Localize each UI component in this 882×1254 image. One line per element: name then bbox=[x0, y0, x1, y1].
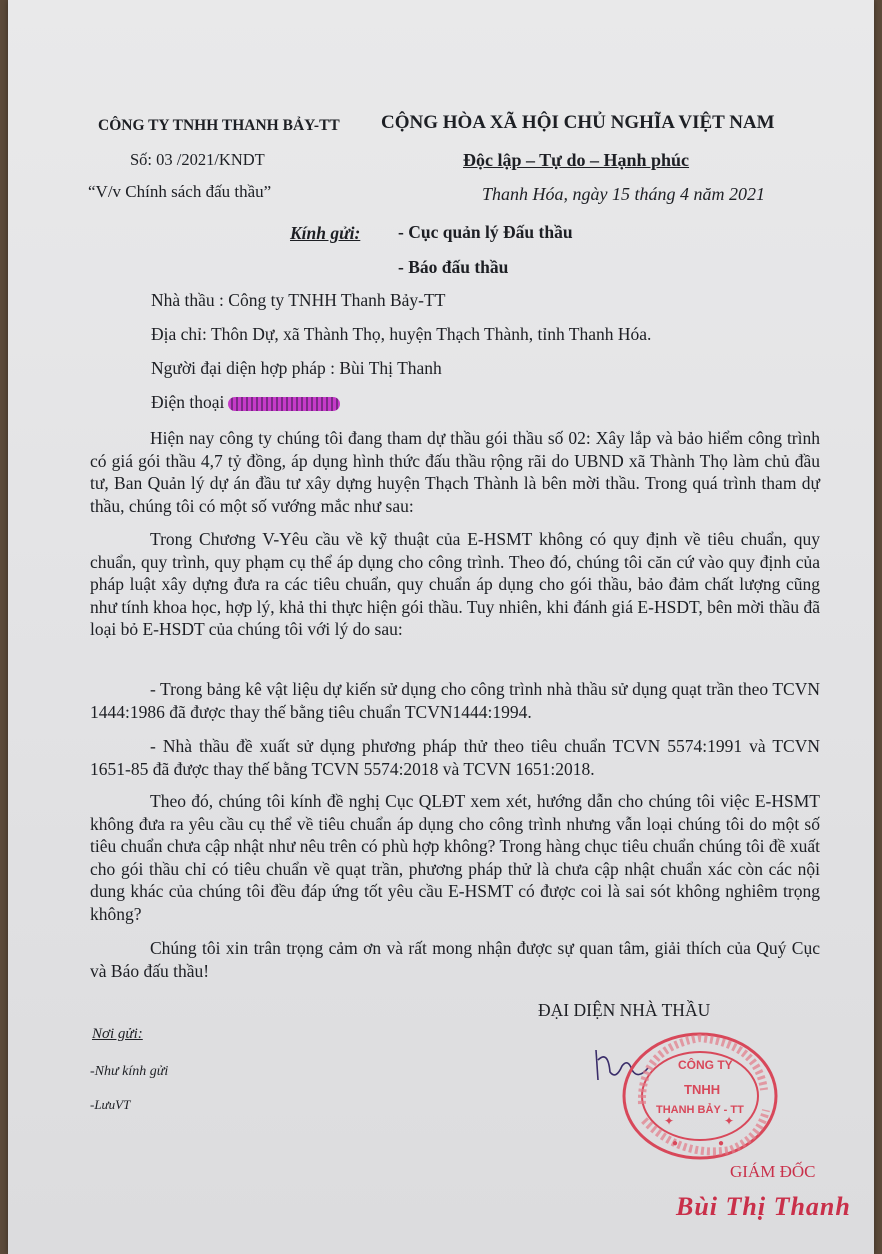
republic-title: CỘNG HÒA XÃ HỘI CHỦ NGHĨA VIỆT NAM bbox=[381, 112, 775, 133]
contractor-line: Nhà thầu : Công ty TNHH Thanh Bảy-TT bbox=[151, 290, 446, 310]
representative-line: Người đại diện hợp pháp : Bùi Thị Thanh bbox=[151, 358, 442, 378]
phone-line bbox=[151, 392, 340, 413]
noi-gui-item-1: -Như kính gửi bbox=[90, 1064, 169, 1079]
paragraph-5: Theo đó, chúng tôi kính đề nghị Cục QLĐT xem xét, hướng dẫn cho chúng tôi việc E-HSMT không đưa ra yêu cầu cụ thể về tiêu chuẩn áp dụng cho công trình nhưng vẫn loại chúng tôi do một số tiêu chuẩn chưa cập nhật như nêu trên có phù hợp không? Trong hàng chục tiêu chuẩn chúng tôi đề xuất cho gói thầu chỉ có tiêu chuẩn về quạt trần, phương pháp thử là chưa cập nhật chuẩn xác còn các nội dung khác của chúng tôi đều đáp ứng tốt yêu cầu E-HSMT có được coi là sai sót không nghiêm trọng không? bbox=[90, 791, 820, 924]
paragraph-2: Trong Chương V-Yêu cầu về kỹ thuật của E-HSMT không có quy định về tiêu chuẩn, quy chuẩn, quy trình, quy phạm cụ thể áp dụng cho công trình. Theo đó, chúng tôi căn cứ vào quy định của pháp luật xây dựng đưa ra các tiêu chuẩn, quy chuẩn áp dụng cho gói thầu, bảo đảm chất lượng cũng như tính khoa học, hợp lý, khả thi thực hiện gói thầu. Tuy nhiên, khi đánh giá E-HSDT, bên mời thầu đã loại bỏ E-HSDT của chúng tôi với lý do sau: bbox=[90, 529, 820, 639]
recipients-label: Kính gửi: bbox=[290, 223, 361, 243]
phone-label: Điện thoại bbox=[151, 392, 225, 412]
director-title: GIÁM ĐỐC bbox=[730, 1162, 816, 1181]
paragraph-3: - Trong bảng kê vật liệu dự kiến sử dụng cho công trình nhà thầu sử dụng quạt trần theo TCVN 1444:1986 đã được thay thế bằng tiêu chuẩn TCVN1444:1994. bbox=[90, 679, 820, 722]
svg-text:●: ● bbox=[672, 1138, 679, 1149]
recipient-2: - Báo đấu thầu bbox=[398, 257, 509, 277]
svg-text:✦: ✦ bbox=[664, 1114, 675, 1128]
recipient-1: - Cục quản lý Đấu thầu bbox=[398, 222, 573, 242]
svg-text:✦: ✦ bbox=[724, 1114, 735, 1128]
place-date: Thanh Hóa, ngày 15 tháng 4 năm 2021 bbox=[482, 184, 765, 204]
noi-gui-item-2: -LưuVT bbox=[90, 1097, 131, 1112]
redacted-phone-scribble bbox=[228, 397, 340, 411]
paragraph-4: - Nhà thầu đề xuất sử dụng phương pháp thử theo tiêu chuẩn TCVN 5574:1991 và TCVN 1651-85 đã được thay thế bằng TCVN 5574:2018 và TCVN 1651:2018. bbox=[90, 736, 820, 779]
doc-number: Số: 03 /2021/KNDT bbox=[130, 150, 265, 169]
subject-line: “V/v Chính sách đấu thầu” bbox=[88, 182, 272, 201]
company-seal bbox=[620, 1030, 780, 1162]
paragraph-6: Chúng tôi xin trân trọng cảm ơn và rất mong nhận được sự quan tâm, giải thích của Quý Cục và Báo đấu thầu! bbox=[90, 938, 820, 981]
seal-line-1: CÔNG TY bbox=[678, 1058, 733, 1072]
seal-line-2: TNHH bbox=[684, 1082, 721, 1097]
company-name: CÔNG TY TNHH THANH BẢY-TT bbox=[98, 117, 340, 134]
noi-gui-label: Nơi gửi: bbox=[92, 1026, 143, 1042]
document-page bbox=[8, 0, 874, 1254]
seal-line-3: THANH BẢY - TT bbox=[656, 1104, 744, 1116]
address-line: Địa chỉ: Thôn Dự, xã Thành Thọ, huyện Thạch Thành, tỉnh Thanh Hóa. bbox=[151, 324, 652, 344]
svg-text:●: ● bbox=[718, 1138, 725, 1149]
signer-title: ĐẠI DIỆN NHÀ THẦU bbox=[538, 1000, 711, 1020]
signer-name: Bùi Thị Thanh bbox=[676, 1192, 851, 1221]
paragraph-1: Hiện nay công ty chúng tôi đang tham dự thầu gói thầu số 02: Xây lắp và bảo hiểm công trình có giá gói thầu 4,7 tỷ đồng, áp dụng hình thức đấu thầu rộng rãi do UBND xã Thành Thọ làm chủ đầu tư, Ban Quản lý dự án đầu tư xây dựng huyện Thạch Thành là bên mời thầu. Trong quá trình tham dự thầu, chúng tôi có một số vướng mắc như sau: bbox=[90, 428, 820, 516]
motto: Độc lập – Tự do – Hạnh phúc bbox=[463, 150, 690, 170]
